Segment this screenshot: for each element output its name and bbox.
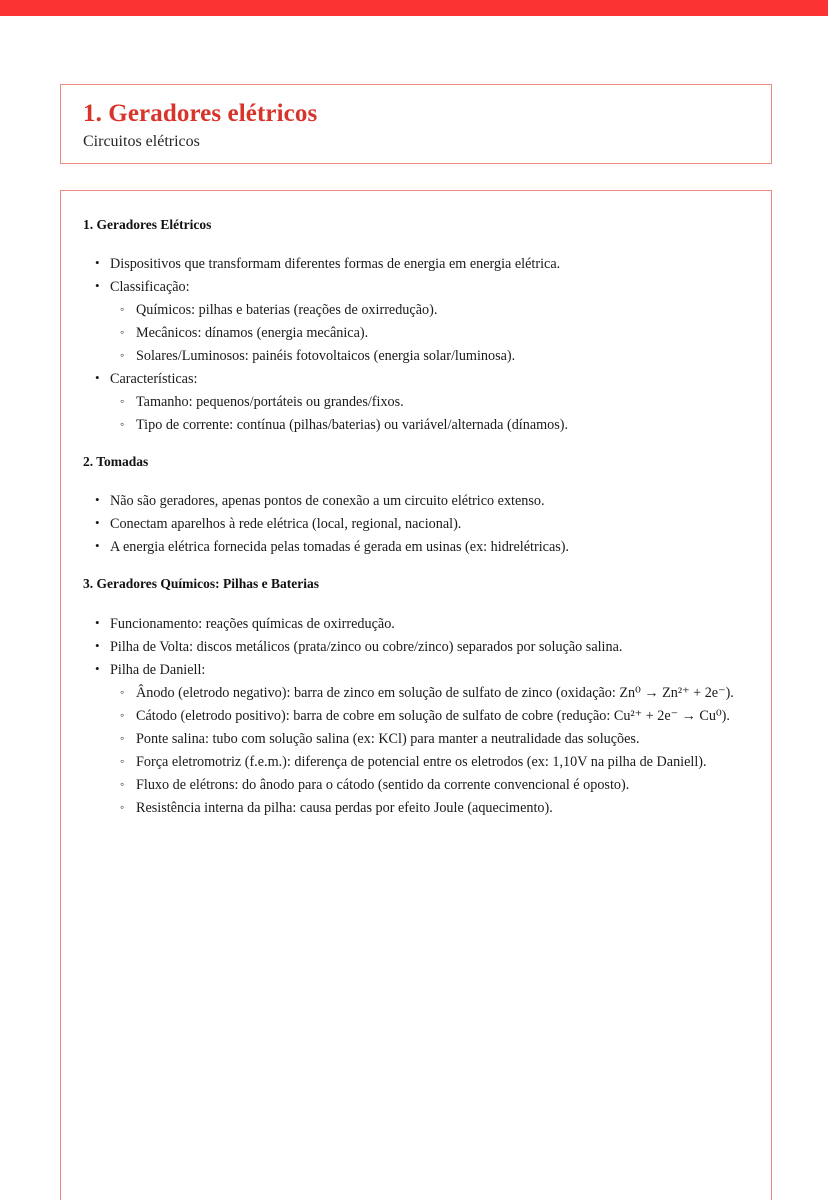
content-card xyxy=(60,190,772,1200)
list-item-text: Funcionamento: reações químicas de oxirredução. xyxy=(110,615,395,632)
top-accent-band xyxy=(0,0,828,16)
sub-list-item: ◦ Ponte salina: tubo com solução salina (ex: KCl) para manter a neutralidade das soluções. xyxy=(110,728,745,750)
section-heading: 2. Tomadas xyxy=(83,454,149,470)
sub-list-item: ◦ Força eletromotriz (f.e.m.): diferença de potencial entre os eletrodos (ex: 1,10V na pilha de Daniell). xyxy=(110,751,745,773)
list-item xyxy=(83,613,745,635)
sections-container xyxy=(83,217,745,819)
sub-list-item: ◦ Tipo de corrente: contínua (pilhas/baterias) ou variável/alternada (dínamos). xyxy=(110,414,745,436)
list-item-text: A energia elétrica fornecida pelas tomadas é gerada em usinas (ex: hidrelétricas). xyxy=(110,539,570,556)
bullet-list xyxy=(83,253,745,436)
list-item-text: Pilha de Daniell: xyxy=(110,661,206,678)
section xyxy=(83,454,745,558)
list-item xyxy=(83,368,745,436)
bullet-list xyxy=(83,613,745,819)
list-item xyxy=(83,513,745,535)
list-item-text: Dispositivos que transformam diferentes formas de energia em energia elétrica. xyxy=(110,256,561,273)
list-item xyxy=(83,253,745,275)
list-item-text: Pilha de Volta: discos metálicos (prata/zinco ou cobre/zinco) separados por solução salina. xyxy=(110,638,623,655)
section xyxy=(83,576,745,818)
list-item xyxy=(83,636,745,658)
section xyxy=(83,217,745,436)
bullet-list xyxy=(83,490,745,558)
sub-list-item: ◦ Ânodo (eletrodo negativo): barra de zinco em solução de sulfato de zinco (oxidação: Zn⁰ → Zn²⁺ + 2e⁻). xyxy=(110,682,745,704)
sub-list-item: ◦ Químicos: pilhas e baterias (reações de oxirredução). xyxy=(110,299,745,321)
title-card xyxy=(60,84,772,164)
list-item-text: Não são geradores, apenas pontos de conexão a um circuito elétrico extenso. xyxy=(110,493,545,510)
sub-list-item: ◦ Resistência interna da pilha: causa perdas por efeito Joule (aquecimento). xyxy=(110,797,745,819)
list-item xyxy=(83,536,745,558)
sub-list-item: ◦ Tamanho: pequenos/portáteis ou grandes/fixos. xyxy=(110,391,745,413)
sub-bullet-list xyxy=(110,391,745,436)
page-title: 1. Geradores elétricos xyxy=(83,100,318,127)
section-heading: 1. Geradores Elétricos xyxy=(83,217,212,232)
list-item-text: Classificação: xyxy=(110,279,190,296)
sub-list-item: ◦ Solares/Luminosos: painéis fotovoltaicos (energia solar/luminosa). xyxy=(110,345,745,367)
page-subtitle: Circuitos elétricos xyxy=(83,133,200,150)
list-item-text: Características: xyxy=(110,371,198,388)
sub-list-item: ◦ Fluxo de elétrons: do ânodo para o cátodo (sentido da corrente convencional é oposto). xyxy=(110,774,745,796)
list-item xyxy=(83,490,745,512)
sub-list-item: ◦ Cátodo (eletrodo positivo): barra de cobre em solução de sulfato de cobre (redução: Cu²⁺ + 2e⁻ → Cu⁰). xyxy=(110,705,745,727)
list-item xyxy=(83,659,745,819)
section-heading: 3. Geradores Químicos: Pilhas e Baterias xyxy=(83,576,319,592)
sub-bullet-list xyxy=(110,299,745,367)
sub-list-item: ◦ Mecânicos: dínamos (energia mecânica). xyxy=(110,322,745,344)
sub-bullet-list xyxy=(110,682,745,819)
list-item-text: Conectam aparelhos à rede elétrica (local, regional, nacional). xyxy=(110,516,462,533)
list-item xyxy=(83,276,745,367)
